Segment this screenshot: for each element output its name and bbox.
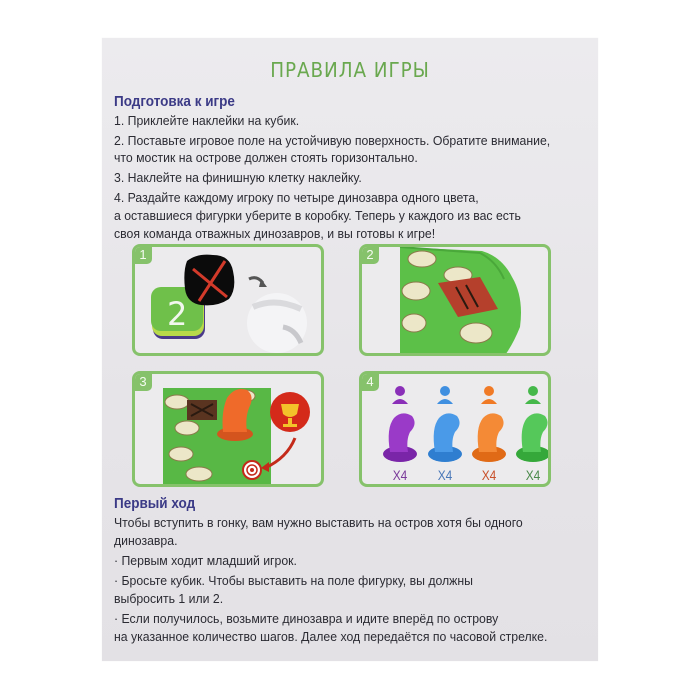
rule-line: · Первым ходит младший игрок. (114, 553, 297, 568)
sticker-number: 2 (167, 295, 188, 333)
section-heading-preparation: Подготовка к игре (114, 93, 235, 110)
page-title: ПРАВИЛА ИГРЫ (270, 58, 430, 82)
rule-line: Чтобы вступить в гонку, вам нужно выставить на остров хотя бы одного (114, 515, 523, 530)
rule-line: 4. Раздайте каждому игроку по четыре динозавра одного цвета, (114, 190, 479, 205)
rule-line: на указанное количество шагов. Далее ход передаётся по часовой стрелке. (114, 629, 548, 644)
rule-line: · Если получилось, возьмите динозавра и идите вперёд по острову (114, 611, 499, 626)
panel-number: 3 (134, 373, 152, 391)
illustration-panel-2 (359, 244, 551, 356)
rule-line: · Бросьте кубик. Чтобы выставить на поле фигурку, вы должны (114, 573, 473, 588)
illustration-panel-3 (132, 371, 324, 487)
panel-number: 4 (361, 373, 379, 391)
piece-count-green: X4 (525, 467, 541, 483)
rule-line: а оставшиеся фигурки уберите в коробку. Теперь у каждого из вас есть (114, 208, 521, 223)
illustration-panel-1 (132, 244, 324, 356)
player-icon-purple (383, 386, 417, 462)
piece-count-orange: X4 (481, 467, 497, 483)
illustration-panel-4 (359, 371, 551, 487)
player-icon-orange (472, 386, 506, 462)
rules-page (102, 38, 598, 661)
panel-number: 2 (361, 246, 379, 264)
rule-line: динозавра. (114, 533, 178, 548)
rule-line: 3. Наклейте на финишную клетку наклейку. (114, 170, 362, 185)
rule-line: 1. Приклейте наклейки на кубик. (114, 113, 300, 128)
player-icon-green (516, 386, 550, 462)
island-bridge-illustration (362, 247, 551, 356)
section-heading-first-move: Первый ход (114, 495, 196, 512)
player-icon-blue (428, 386, 462, 462)
rule-line: своя команда отважных динозавров, и вы готовы к игре! (114, 226, 436, 241)
finish-sticker-illustration (135, 374, 324, 487)
piece-count-blue: X4 (437, 467, 453, 483)
rule-line: 2. Поставьте игровое поле на устойчивую поверхность. Обратите внимание, (114, 133, 551, 148)
piece-count-purple: X4 (392, 467, 408, 483)
rule-line: выбросить 1 или 2. (114, 591, 224, 606)
panel-number: 1 (134, 246, 152, 264)
rule-line: что мостик на острове должен стоять горизонтально. (114, 150, 418, 165)
die-stickers-illustration (135, 247, 324, 356)
